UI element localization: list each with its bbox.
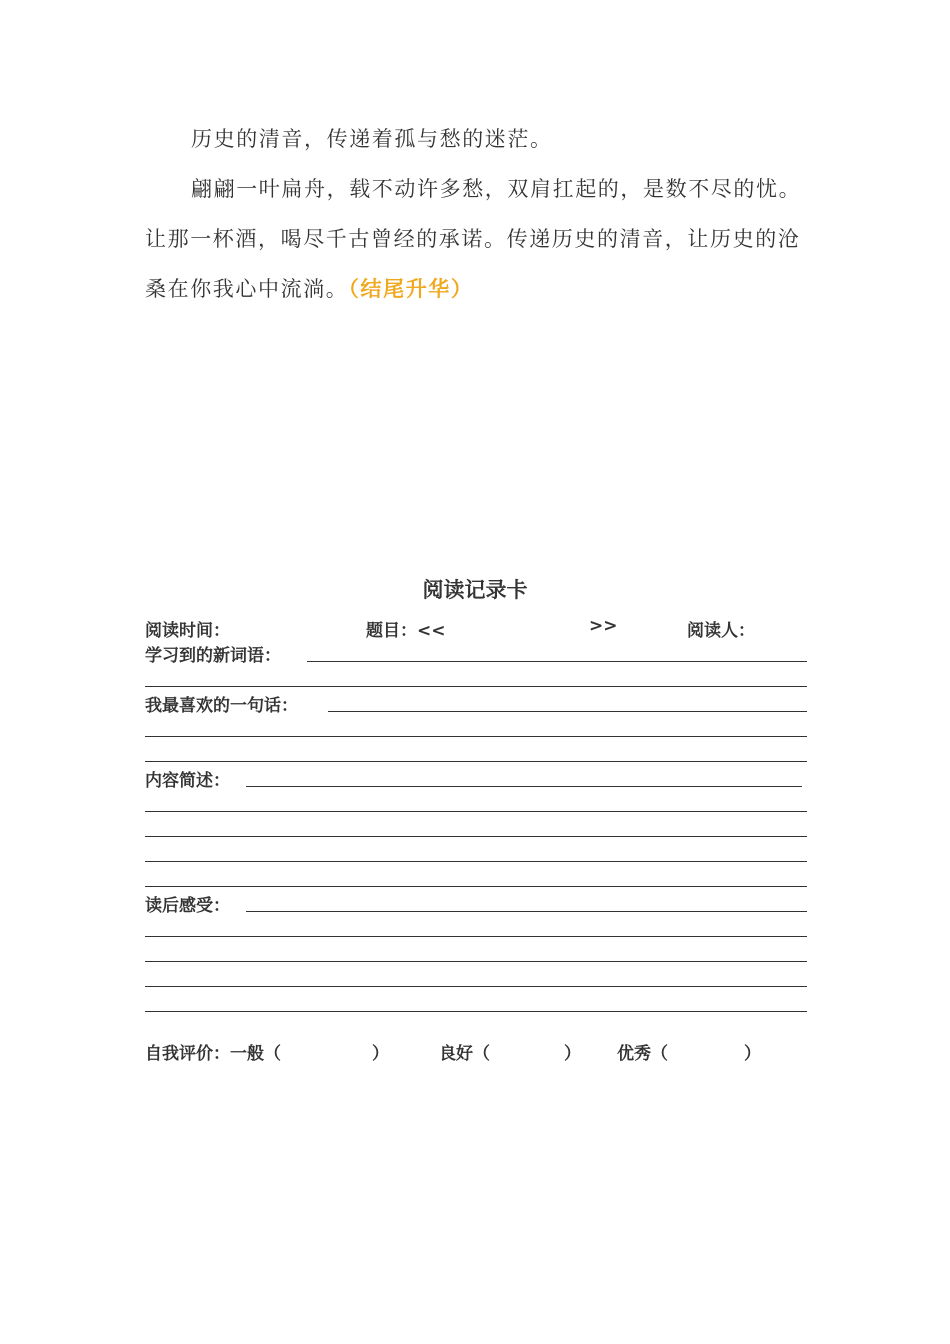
annotation-ending: （结尾升华） [348, 277, 474, 301]
favorite-sentence-line-3[interactable] [145, 761, 807, 762]
reflection-line-2[interactable] [145, 936, 807, 937]
summary-line-5[interactable] [145, 886, 807, 887]
essay-line-1: 历史的清音，传递着孤与愁的迷茫。 [191, 127, 553, 151]
self-eval-excellent-close: ） [744, 1044, 761, 1064]
card-title: 阅读记录卡 [422, 578, 528, 602]
reflection-line[interactable] [246, 911, 807, 912]
favorite-sentence-line-2[interactable] [145, 736, 807, 737]
summary-line[interactable] [246, 786, 802, 787]
summary-line-2[interactable] [145, 811, 807, 812]
reflection-line-4[interactable] [145, 986, 807, 987]
reflection-line-3[interactable] [145, 961, 807, 962]
topic-label: 题目：<< [366, 621, 446, 641]
new-words-label: 学习到的新词语： [145, 646, 281, 666]
new-words-line-2[interactable] [145, 686, 807, 687]
reading-time-label: 阅读时间： [145, 621, 230, 641]
summary-label: 内容简述： [145, 771, 230, 791]
favorite-sentence-line[interactable] [328, 711, 807, 712]
reader-label: 阅读人： [687, 621, 755, 641]
self-eval-excellent[interactable]: 优秀（ [617, 1044, 668, 1064]
essay-paragraph-2 [145, 164, 808, 314]
self-eval-good[interactable]: 良好（ [439, 1044, 490, 1064]
summary-line-4[interactable] [145, 861, 807, 862]
reflection-label: 读后感受： [145, 896, 230, 916]
new-words-line[interactable] [307, 661, 807, 662]
self-eval-general[interactable]: 自我评价：一般（ [145, 1044, 281, 1064]
favorite-sentence-label: 我最喜欢的一句话： [145, 696, 298, 716]
essay-paragraph-2-text: 翩翩一叶扁舟，载不动许多愁，双肩扛起的，是数不尽的忧。让那一杯酒，喝尽千古曾经的承诺。传递历史的清音，让历史的沧桑在你我心中流淌。 [145, 177, 802, 301]
summary-line-3[interactable] [145, 836, 807, 837]
topic-close: >> [589, 616, 618, 636]
self-eval-general-close: ） [372, 1044, 389, 1064]
reflection-line-5[interactable] [145, 1011, 807, 1012]
self-eval-good-close: ） [564, 1044, 581, 1064]
